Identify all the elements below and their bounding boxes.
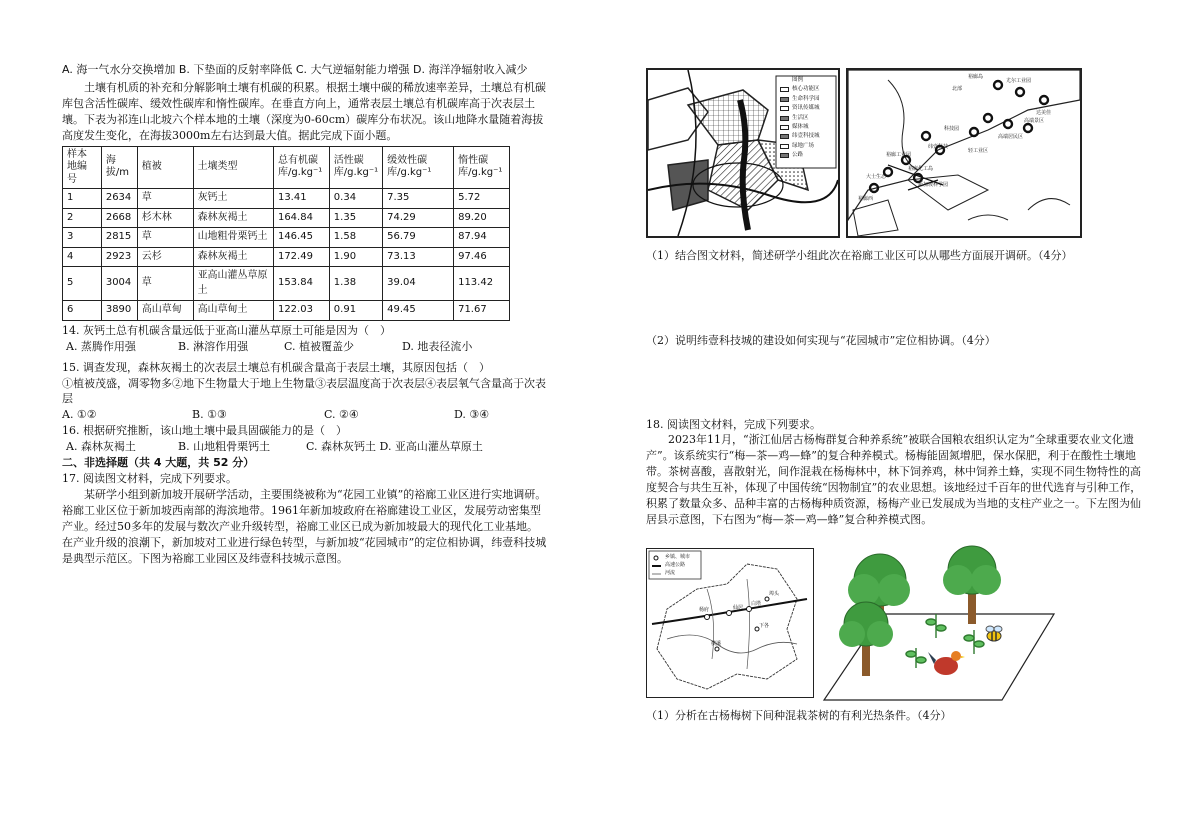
table-cell: 122.03 <box>273 301 329 321</box>
table-cell: 山地粗骨栗钙土 <box>193 228 273 248</box>
map1-legend-item: 生活区 <box>778 114 838 123</box>
th-altitude: 海拔/m <box>101 146 137 189</box>
th-active-carbon: 活性碳库/g.kg⁻¹ <box>329 146 382 189</box>
map3-label: 埠头 <box>769 591 780 597</box>
table-row <box>63 267 510 301</box>
q13-options: A. 海一气水分交换增加 B. 下垫面的反射率降低 C. 大气逆辐射能力增强 D. 海洋净辐射收入减少 <box>62 63 528 76</box>
map3-legend-item: 高速公路 <box>665 562 686 568</box>
xianju-labels <box>647 549 813 697</box>
table-cell: 高山草甸 <box>137 301 193 321</box>
table-cell: 5 <box>63 267 102 301</box>
agroforestry-diagram <box>822 544 1062 704</box>
q14-stem: 14. 灰钙土总有机碳含量远低于亚高山灌丛草原土可能是因为（ ） <box>62 323 391 337</box>
map3-label: 杨府 <box>699 607 710 613</box>
table-cell: 森林灰褐土 <box>193 247 273 267</box>
map1-legend-item: 生命科学园 <box>778 95 838 104</box>
table-cell: 1.35 <box>329 208 382 228</box>
table-cell: 0.34 <box>329 189 382 209</box>
table-cell: 7.35 <box>383 189 454 209</box>
legend-swatch <box>780 97 789 102</box>
q15-option-b: B. ①③ <box>192 408 227 422</box>
legend-swatch <box>780 144 789 149</box>
map2-label: 尤尔工业园 <box>1006 78 1032 84</box>
q16-option-a: A. 森林灰褐土 <box>66 440 136 454</box>
table-cell: 2668 <box>101 208 137 228</box>
q14-options <box>62 339 552 355</box>
legend-swatch <box>780 134 789 139</box>
map3-label: 下各 <box>759 623 770 629</box>
table-cell: 高山草甸土 <box>193 301 273 321</box>
table-header-row <box>63 146 510 189</box>
table-cell: 草 <box>137 228 193 248</box>
table-cell: 153.84 <box>273 267 329 301</box>
table-cell: 71.67 <box>454 301 510 321</box>
table-cell: 172.49 <box>273 247 329 267</box>
section-title: 二、非选择题（共 4 大题，共 52 分） <box>62 456 255 470</box>
table-cell: 87.94 <box>454 228 510 248</box>
table-cell: 56.79 <box>383 228 454 248</box>
table-cell: 89.20 <box>454 208 510 228</box>
table-cell: 113.42 <box>454 267 510 301</box>
th-slow-carbon: 缓效性碳库/g.kg⁻¹ <box>383 146 454 189</box>
legend-swatch <box>780 106 789 111</box>
table-cell: 2634 <box>101 189 137 209</box>
table-cell: 164.84 <box>273 208 329 228</box>
jurong-map-labels <box>848 70 1080 236</box>
map2-label: 纬壹科技 <box>928 144 949 150</box>
q15-options <box>62 407 552 423</box>
table-row <box>63 247 510 267</box>
q17-passage: 某研学小组到新加坡开展研学活动，主要围绕被称为“花园工业镇”的裕廊工业区进行实地调研。裕廊工业区位于新加坡西南部的海滨地带。1961年新加坡政府在裕廊建设工业区，发展劳动密集型产业。经过50多年的发展与数次产业升级转型，裕廊工业区已成为新加坡最大的现代化工业基地。在产业升级的浪潮下，新加坡对工业进行绿色转型，与新加坡“花园城市”的定位相协调，纬壹科技城是典型示范区。下图为裕廊工业园区及纬壹科技城示意图。 <box>62 488 547 565</box>
th-inert-carbon: 惰性碳库/g.kg⁻¹ <box>454 146 510 189</box>
table-cell: 2 <box>63 208 102 228</box>
map1-legend <box>778 76 838 161</box>
table-cell: 3004 <box>101 267 137 301</box>
q14-option-d: D. 地表径流小 <box>402 339 473 353</box>
table-row <box>63 189 510 209</box>
legend-swatch <box>780 116 789 121</box>
table-cell: 73.13 <box>383 247 454 267</box>
map2-label: 科技园 <box>944 126 960 132</box>
q15-option-a: A. ①② <box>62 408 97 422</box>
map2-label: 轻工业区 <box>968 148 989 154</box>
map2-label: 裕廊岛 <box>968 74 984 80</box>
xianju-map <box>646 548 814 698</box>
q14-option-b: B. 淋溶作用强 <box>178 339 249 353</box>
table-row <box>63 208 510 228</box>
map2-label: 达美佳 <box>1036 110 1052 116</box>
th-vegetation: 植被 <box>137 146 193 189</box>
table-cell: 草 <box>137 189 193 209</box>
table-cell: 13.41 <box>273 189 329 209</box>
q15-body: ①植被茂盛，凋零物多②地下生物量大于地上生物量③表层温度高于次表层④表层氧气含量高于次表层 <box>62 376 546 406</box>
map3-label: 横溪 <box>711 641 722 647</box>
map1-legend-item: 公路 <box>778 151 838 160</box>
table-cell: 6 <box>63 301 102 321</box>
th-site: 样本地编号 <box>63 146 102 189</box>
table-cell: 4 <box>63 247 102 267</box>
table-cell: 1 <box>63 189 102 209</box>
bee-icon <box>986 626 1002 641</box>
q15-option-d: D. ③④ <box>454 408 490 422</box>
legend-swatch <box>780 125 789 130</box>
table-cell: 亚高山灌丛草原土 <box>193 267 273 301</box>
map2-label: 大士生态 <box>866 174 887 180</box>
one-north-map <box>646 68 840 238</box>
q15-option-c: C. ②④ <box>324 408 359 422</box>
q14-option-a: A. 蒸腾作用强 <box>66 339 136 353</box>
map2-label: 新加坡科学园 <box>918 182 949 188</box>
table-cell: 146.45 <box>273 228 329 248</box>
passage-soil: 土壤有机质的补充和分解影响土壤有机碳的积累。根据土壤中碳的稀放速率差异，土壤总有机碳库包含活性碳库、缓效性碳库和惰性碳库。在垂直方向上，通常表层土壤总有机碳库高于次表层土壤。下表为祁连山北坡六个样本地的土壤（深度为0-60cm）碳库分布状况。该山地降水量随着海拔高度发生变化，在海拔3000m左右达到最大值。据此完成下面小题。 <box>62 80 546 142</box>
q17-1: （1）结合图文材料，简述研学小组此次在裕廊工业区可以从哪些方面展开调研。（4分） <box>646 249 1073 262</box>
map1-legend-item: 资讯传媒城 <box>778 104 838 113</box>
table-cell: 0.91 <box>329 301 382 321</box>
q16-options <box>62 439 552 455</box>
map1-legend-title: 图例 <box>792 77 804 83</box>
table-cell: 1.58 <box>329 228 382 248</box>
map3-label: 仙居 <box>733 605 744 611</box>
q16-option-b: B. 山地粗骨栗钙土 <box>178 440 271 454</box>
q17-stem: 17. 阅读图文材料，完成下列要求。 <box>62 472 237 486</box>
table-cell: 3 <box>63 228 102 248</box>
table-cell: 74.29 <box>383 208 454 228</box>
table-cell: 97.46 <box>454 247 510 267</box>
soil-carbon-table <box>62 146 510 321</box>
table-cell: 2815 <box>101 228 137 248</box>
table-cell: 39.04 <box>383 267 454 301</box>
map1-legend-item: 绿地广场 <box>778 142 838 151</box>
map2-label: 高端景区 <box>1024 118 1045 124</box>
table-cell: 49.45 <box>383 301 454 321</box>
agroforestry-graphic <box>822 544 1062 704</box>
q18-1: （1）分析在古杨梅树下间种混栽茶树的有利光热条件。（4分） <box>646 709 952 722</box>
table-row <box>63 228 510 248</box>
map1-legend-item: 核心功能区 <box>778 85 838 94</box>
map2-label: 裕廊化工岛 <box>908 166 934 172</box>
table-row <box>63 301 510 321</box>
q16-stem: 16. 根据研究推断，该山地土壤中最具固碳能力的是（ ） <box>62 424 347 438</box>
q15-stem: 15. 调查发现，森林灰褐土的次表层土壤总有机碳含量高于表层土壤，其原因包括（ ） <box>62 360 490 374</box>
q14-option-c: C. 植被覆盖少 <box>284 339 355 353</box>
table-cell: 草 <box>137 267 193 301</box>
table-cell: 灰钙土 <box>193 189 273 209</box>
map1-legend-item: 纬壹科技城 <box>778 132 838 141</box>
q18-stem: 18. 阅读图文材料，完成下列要求。 <box>646 418 821 431</box>
q17-2: （2）说明纬壹科技城的建设如何实现与“花园城市”定位相协调。（4分） <box>646 334 996 347</box>
q18-passage: 2023年11月，“浙江仙居古杨梅群复合种养系统”被联合国粮农组织认定为“全球重要农业文化遗产”。该系统实行“梅—茶—鸡—蜂”的复合种养模式。杨梅能固氮增肥，保水保肥，利于在酸性土壤地带。茶树喜酸，喜散射光，间作混栽在杨梅林中，林下饲养鸡，林中饲养土蜂，实现不同生物特性的高度契合与共生互补，体现了中国传统“因物制宜”的农业思想。该地经过千百年的世代选育与引种工作，积累了数量众多、品种丰富的古杨梅种质资源，杨梅产业已发展成为当地的支柱产业之一。下左图为仙居县示意图，下右图为“梅—茶—鸡—蜂”复合种养模式图。 <box>646 433 1142 526</box>
table-cell: 2923 <box>101 247 137 267</box>
map2-label: 北部 <box>952 86 963 92</box>
left-column <box>62 62 552 567</box>
table-cell: 杉木林 <box>137 208 193 228</box>
map3-label: 白塔 <box>751 601 762 607</box>
map2-label: 裕廊西 <box>858 196 874 202</box>
table-cell: 1.38 <box>329 267 382 301</box>
map3-legend-item: 河流 <box>665 570 676 576</box>
table-cell: 云杉 <box>137 247 193 267</box>
th-soiltype: 土壤类型 <box>193 146 273 189</box>
legend-swatch <box>780 153 789 158</box>
q16-option-cd: C. 森林灰钙土 D. 亚高山灌丛草原土 <box>306 440 483 454</box>
table-cell: 3890 <box>101 301 137 321</box>
jurong-map <box>846 68 1082 238</box>
table-cell: 森林灰褐土 <box>193 208 273 228</box>
table-cell: 5.72 <box>454 189 510 209</box>
map1-legend-item: 媒体城 <box>778 123 838 132</box>
map2-label: 高端居民区 <box>998 134 1024 140</box>
table-cell: 1.90 <box>329 247 382 267</box>
map2-label: 裕廊工业园 <box>886 152 912 158</box>
map3-legend-item: 乡镇、城市 <box>665 554 691 560</box>
legend-swatch <box>780 87 789 92</box>
th-total-carbon: 总有机碳库/g.kg⁻¹ <box>273 146 329 189</box>
